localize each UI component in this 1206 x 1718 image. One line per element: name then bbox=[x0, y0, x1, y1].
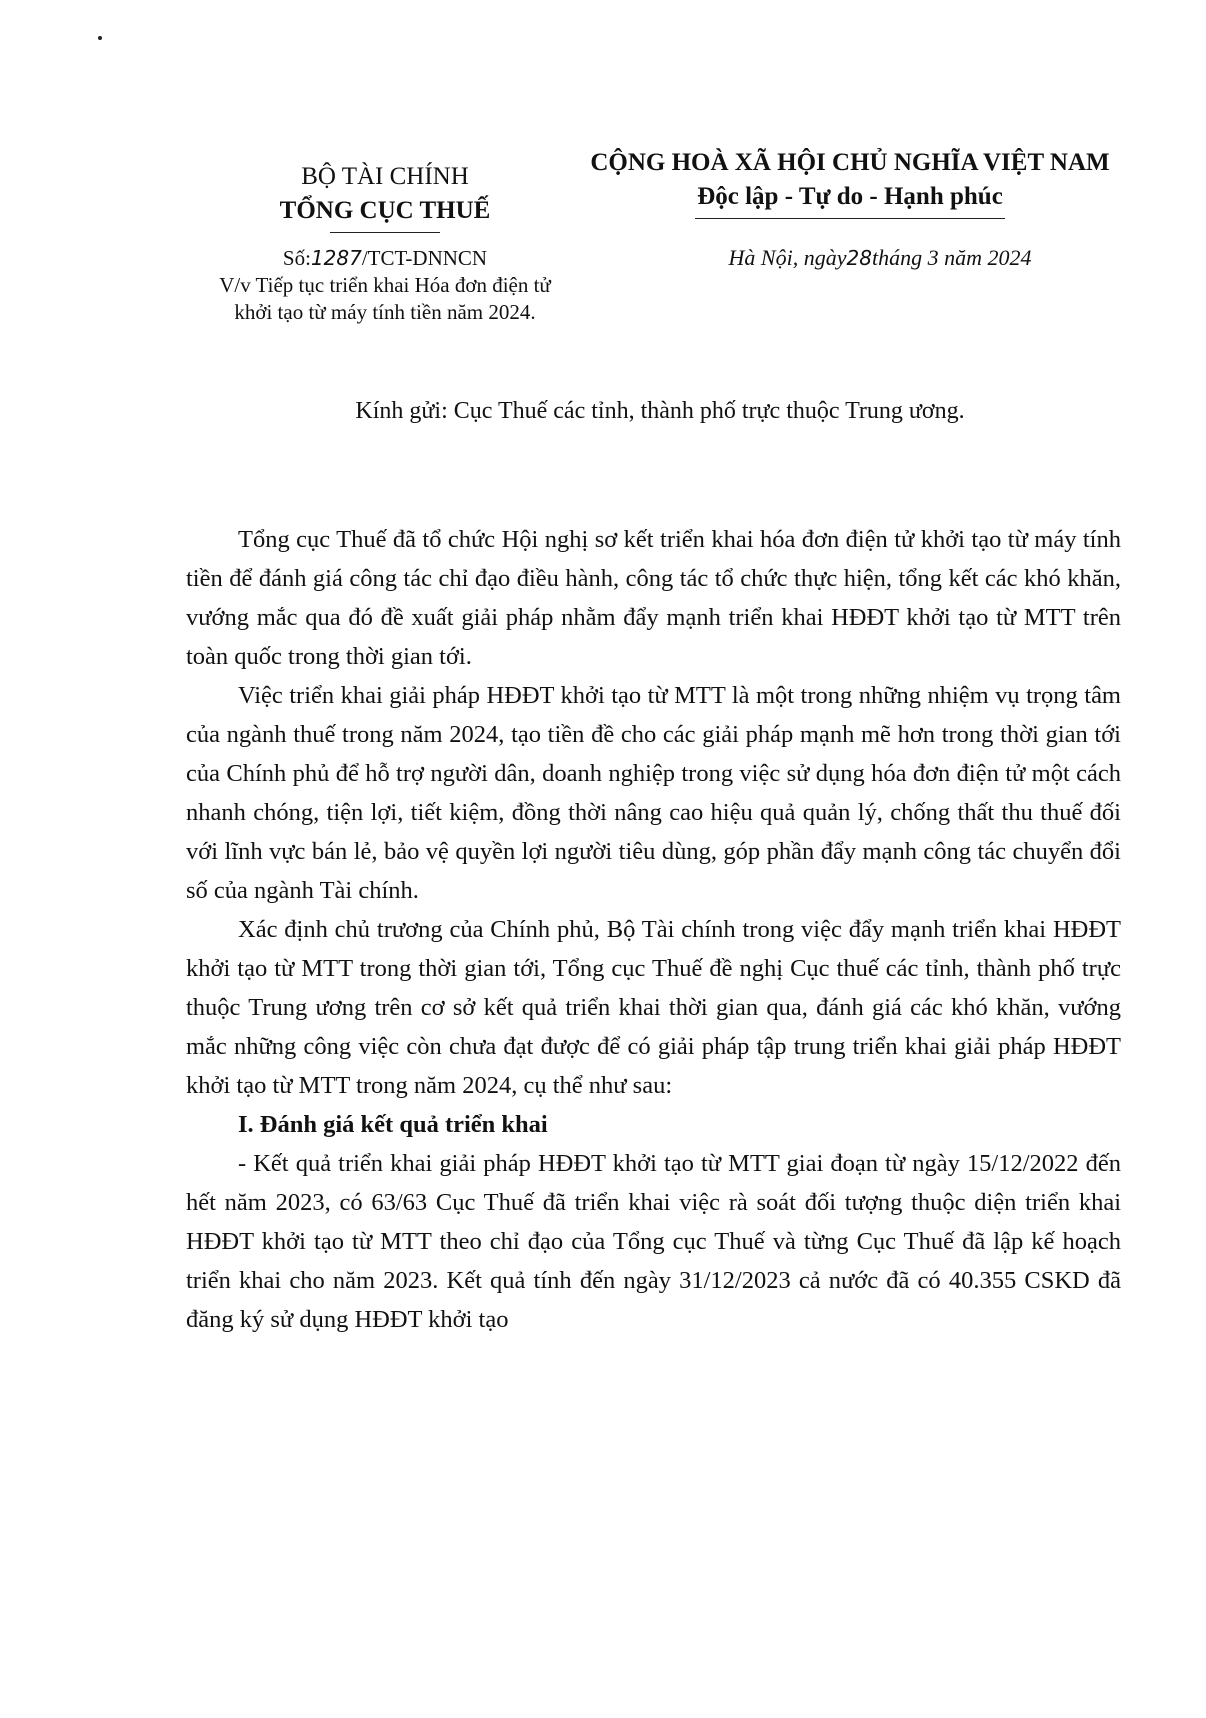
department-name: TỔNG CỤC THUẾ bbox=[279, 197, 491, 224]
issuer-header bbox=[190, 160, 580, 233]
issuer-underline bbox=[330, 232, 440, 233]
document-number bbox=[190, 244, 580, 272]
handwritten-day: 28 bbox=[846, 246, 872, 270]
handwritten-number: 1287 bbox=[310, 246, 362, 270]
ministry-name: BỘ TÀI CHÍNH bbox=[301, 163, 469, 190]
date-prefix: Hà Nội, ngày bbox=[728, 245, 847, 270]
document-subject bbox=[190, 272, 580, 326]
scan-dot bbox=[98, 36, 102, 40]
paragraph-2: Việc triển khai giải pháp HĐĐT khởi tạo từ MTT là một trong những nhiệm vụ trọng tâm của ngành thuế trong năm 2024, tạo tiền đề cho các giải pháp mạnh mẽ hơn trong thời gian tới của Chính phủ để hỗ trợ người dân, doanh nghiệp trong việc sử dụng hóa đơn điện tử một cách nhanh chóng, tiện lợi, tiết kiệm, đồng thời nâng cao hiệu quả quản lý, chống thất thu thuế đối với lĩnh vực bán lẻ, bảo vệ quyền lợi người tiêu dùng, góp phần đẩy mạnh công tác chuyển đổi số của ngành Tài chính. bbox=[186, 682, 1121, 904]
recipient-line: Kính gửi: Cục Thuế các tỉnh, thành phố trực thuộc Trung ương. bbox=[355, 398, 965, 424]
date-suffix: tháng 3 năm 2024 bbox=[871, 245, 1032, 270]
paragraph-3: Xác định chủ trương của Chính phủ, Bộ Tài chính trong việc đẩy mạnh triển khai HĐĐT khởi tạo từ MTT trong thời gian tới, Tổng cục Thuế đề nghị Cục thuế các tỉnh, thành phố trực thuộc Trung ương trên cơ sở kết quả triển khai thời gian qua, đánh giá các khó khăn, vướng mắc những công việc còn chưa đạt được để có giải pháp tập trung triển khai giải pháp HĐĐT khởi tạo từ MTT trong năm 2024, cụ thể như sau: bbox=[186, 916, 1121, 1099]
country-name: CỘNG HOÀ XÃ HỘI CHỦ NGHĨA VIỆT NAM bbox=[590, 149, 1110, 176]
issue-date bbox=[650, 244, 1110, 272]
paragraph-1: Tổng cục Thuế đã tổ chức Hội nghị sơ kết triển khai hóa đơn điện tử khởi tạo từ máy tính tiền để đánh giá công tác chỉ đạo điều hành, công tác tổ chức thực hiện, tổng kết các khó khăn, vướng mắc qua đó đề xuất giải pháp nhằm đẩy mạnh triển khai HĐĐT khởi tạo từ MTT trên toàn quốc trong thời gian tới. bbox=[186, 526, 1121, 670]
national-header bbox=[570, 146, 1130, 219]
number-code: /TCT-DNNCN bbox=[361, 246, 488, 270]
subject-line-2: khởi tạo từ máy tính tiền năm 2024. bbox=[234, 300, 536, 324]
motto-underline bbox=[695, 218, 1005, 219]
national-motto: Độc lập - Tự do - Hạnh phúc bbox=[697, 183, 1003, 210]
number-prefix: Số: bbox=[282, 246, 311, 270]
paragraph-4: - Kết quả triển khai giải pháp HĐĐT khởi tạo từ MTT giai đoạn từ ngày 15/12/2022 đến hết năm 2023, có 63/63 Cục Thuế đã triển khai việc rà soát đối tượng thuộc diện triển khai HĐĐT khởi tạo từ MTT theo chỉ đạo của Tổng cục Thuế và từng Cục Thuế đã lập kế hoạch triển khai cho năm 2023. Kết quả tính đến ngày 31/12/2023 cả nước đã có 40.355 CSKD đã đăng ký sử dụng HĐĐT khởi tạo bbox=[186, 1150, 1121, 1333]
section-1-title: I. Đánh giá kết quả triển khai bbox=[238, 1111, 548, 1138]
document-body bbox=[186, 520, 1121, 1339]
subject-line-1: V/v Tiếp tục triển khai Hóa đơn điện tử bbox=[219, 273, 551, 297]
